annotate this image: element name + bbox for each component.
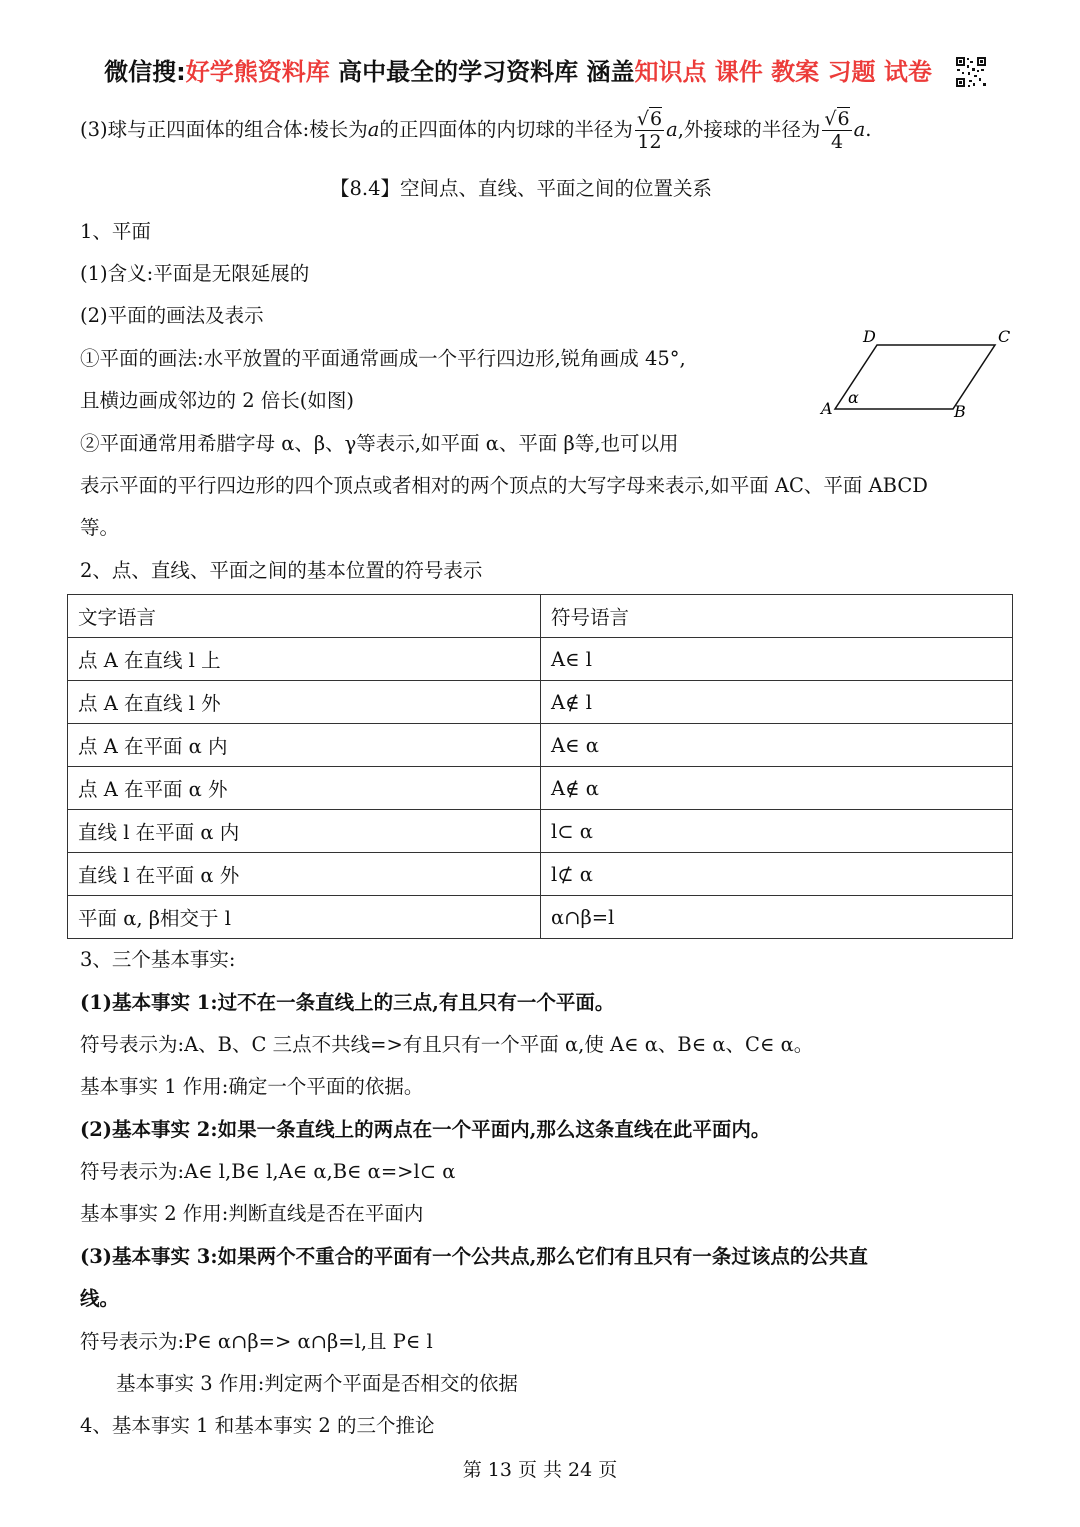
- symbol-table: [67, 594, 1013, 939]
- table-row: [68, 896, 1013, 939]
- fraction-circumscribed: $\frac{√6}{4}$: [824, 108, 850, 153]
- paragraph-meaning: (1)含义:平面是无限延展的: [80, 262, 310, 285]
- fact3-symbols: 符号表示为:P∈ α∩β=> α∩β=l,且 P∈ l: [80, 1330, 433, 1353]
- banner-part3: 高中最全的学习资料库 涵盖: [329, 58, 635, 86]
- table-cell: A∉ α: [541, 767, 1013, 810]
- table-cell: 点 A 在直线 l 外: [68, 681, 541, 724]
- table-row: [68, 724, 1013, 767]
- var-a: a: [853, 118, 866, 141]
- parallelogram-figure: [815, 325, 1015, 425]
- table-cell: 点 A 在平面 α 外: [68, 767, 541, 810]
- table-row: [68, 681, 1013, 724]
- label-C: C: [998, 327, 1011, 346]
- heading-facts: 3、三个基本事实:: [80, 948, 236, 971]
- label-A: A: [821, 399, 833, 418]
- table-cell: A∈ α: [541, 724, 1013, 767]
- banner-part1: 微信搜:: [104, 58, 186, 86]
- fact1: (1)基本事实 1:过不在一条直线上的三点,有且只有一个平面。: [80, 991, 615, 1014]
- sphere-mid: 的正四面体的内切球的半径为: [379, 118, 633, 141]
- table-cell: α∩β=l: [541, 896, 1013, 939]
- fact1-symbols: 符号表示为:A、B、C 三点不共线=>有且只有一个平面 α,使 A∈ α、B∈ α、C∈ α。: [80, 1033, 814, 1056]
- heading-plane: 1、平面: [80, 220, 151, 243]
- table-cell: l⊄ α: [541, 853, 1013, 896]
- fact2-symbols: 符号表示为:A∈ l,B∈ l,A∈ α,B∈ α=>l⊂ α: [80, 1160, 456, 1183]
- label-D: D: [863, 327, 876, 346]
- table-header: 文字语言: [68, 595, 541, 638]
- table-header: 符号语言: [541, 595, 1013, 638]
- table-cell: 平面 α, β相交于 l: [68, 896, 541, 939]
- fact3: (3)基本事实 3:如果两个不重合的平面有一个公共点,那么它们有且只有一条过该点的公共直: [80, 1245, 868, 1268]
- table-cell: 点 A 在平面 α 内: [68, 724, 541, 767]
- paragraph-notation-3: 等。: [80, 516, 120, 539]
- table-row: [68, 638, 1013, 681]
- parallelogram-shape: [835, 345, 995, 409]
- page-footer: 第 13 页 共 24 页: [462, 1459, 618, 1481]
- paragraph-notation-2: 表示平面的平行四边形的四个顶点或者相对的两个顶点的大写字母来表示,如平面 AC、平面 ABCD: [80, 474, 928, 497]
- paragraph-notation: ②平面通常用希腊字母 α、β、γ等表示,如平面 α、平面 β等,也可以用: [80, 432, 679, 455]
- fact2-use: 基本事实 2 作用:判断直线是否在平面内: [80, 1202, 424, 1225]
- table-cell: 直线 l 在平面 α 外: [68, 853, 541, 896]
- table-cell: A∉ l: [541, 681, 1013, 724]
- sphere-mid2: ,外接球的半径为: [677, 118, 821, 141]
- label-alpha: α: [848, 388, 859, 407]
- var-a: a: [367, 118, 380, 141]
- table-row: [68, 810, 1013, 853]
- sphere-prefix: (3)球与正四面体的组合体:棱长为: [80, 118, 368, 141]
- fact2: (2)基本事实 2:如果一条直线上的两点在一个平面内,那么这条直线在此平面内。: [80, 1118, 771, 1141]
- heading-corollaries: 4、基本事实 1 和基本事实 2 的三个推论: [80, 1414, 435, 1437]
- paragraph-drawing-heading: (2)平面的画法及表示: [80, 304, 264, 327]
- fact3-use: 基本事实 3 作用:判定两个平面是否相交的依据: [116, 1372, 518, 1395]
- table-cell: l⊂ α: [541, 810, 1013, 853]
- qr-code-icon: [955, 56, 987, 88]
- paragraph-drawing-2: 且横边画成邻边的 2 倍长(如图): [80, 389, 355, 412]
- table-row: [68, 767, 1013, 810]
- paragraph-drawing: ①平面的画法:水平放置的平面通常画成一个平行四边形,锐角画成 45°,: [80, 347, 686, 370]
- banner-part4: 知识点 课件 教案 习题 试卷: [634, 58, 932, 86]
- fact1-use: 基本事实 1 作用:确定一个平面的依据。: [80, 1075, 424, 1098]
- table-header-row: [68, 595, 1013, 638]
- table-cell: A∈ l: [541, 638, 1013, 681]
- table-cell: 点 A 在直线 l 上: [68, 638, 541, 681]
- section-title: 【8.4】空间点、直线、平面之间的位置关系: [330, 177, 713, 200]
- banner-part2: 好学熊资料库: [185, 58, 330, 86]
- banner: [0, 52, 1080, 87]
- fraction-inscribed: $\frac{√6}{12}$: [636, 108, 663, 153]
- heading-symbols: 2、点、直线、平面之间的基本位置的符号表示: [80, 559, 483, 582]
- label-B: B: [954, 402, 966, 421]
- var-a: a: [666, 118, 678, 141]
- sphere-line: (3)球与正四面体的组合体:棱长为a的正四面体的内切球的半径为 $\frac{√6}{12}$ a,外接球的半径为 $\frac{√6}{4}$ a.: [80, 108, 872, 153]
- table-cell: 直线 l 在平面 α 内: [68, 810, 541, 853]
- table-row: [68, 853, 1013, 896]
- fact3-cont: 线。: [80, 1287, 120, 1310]
